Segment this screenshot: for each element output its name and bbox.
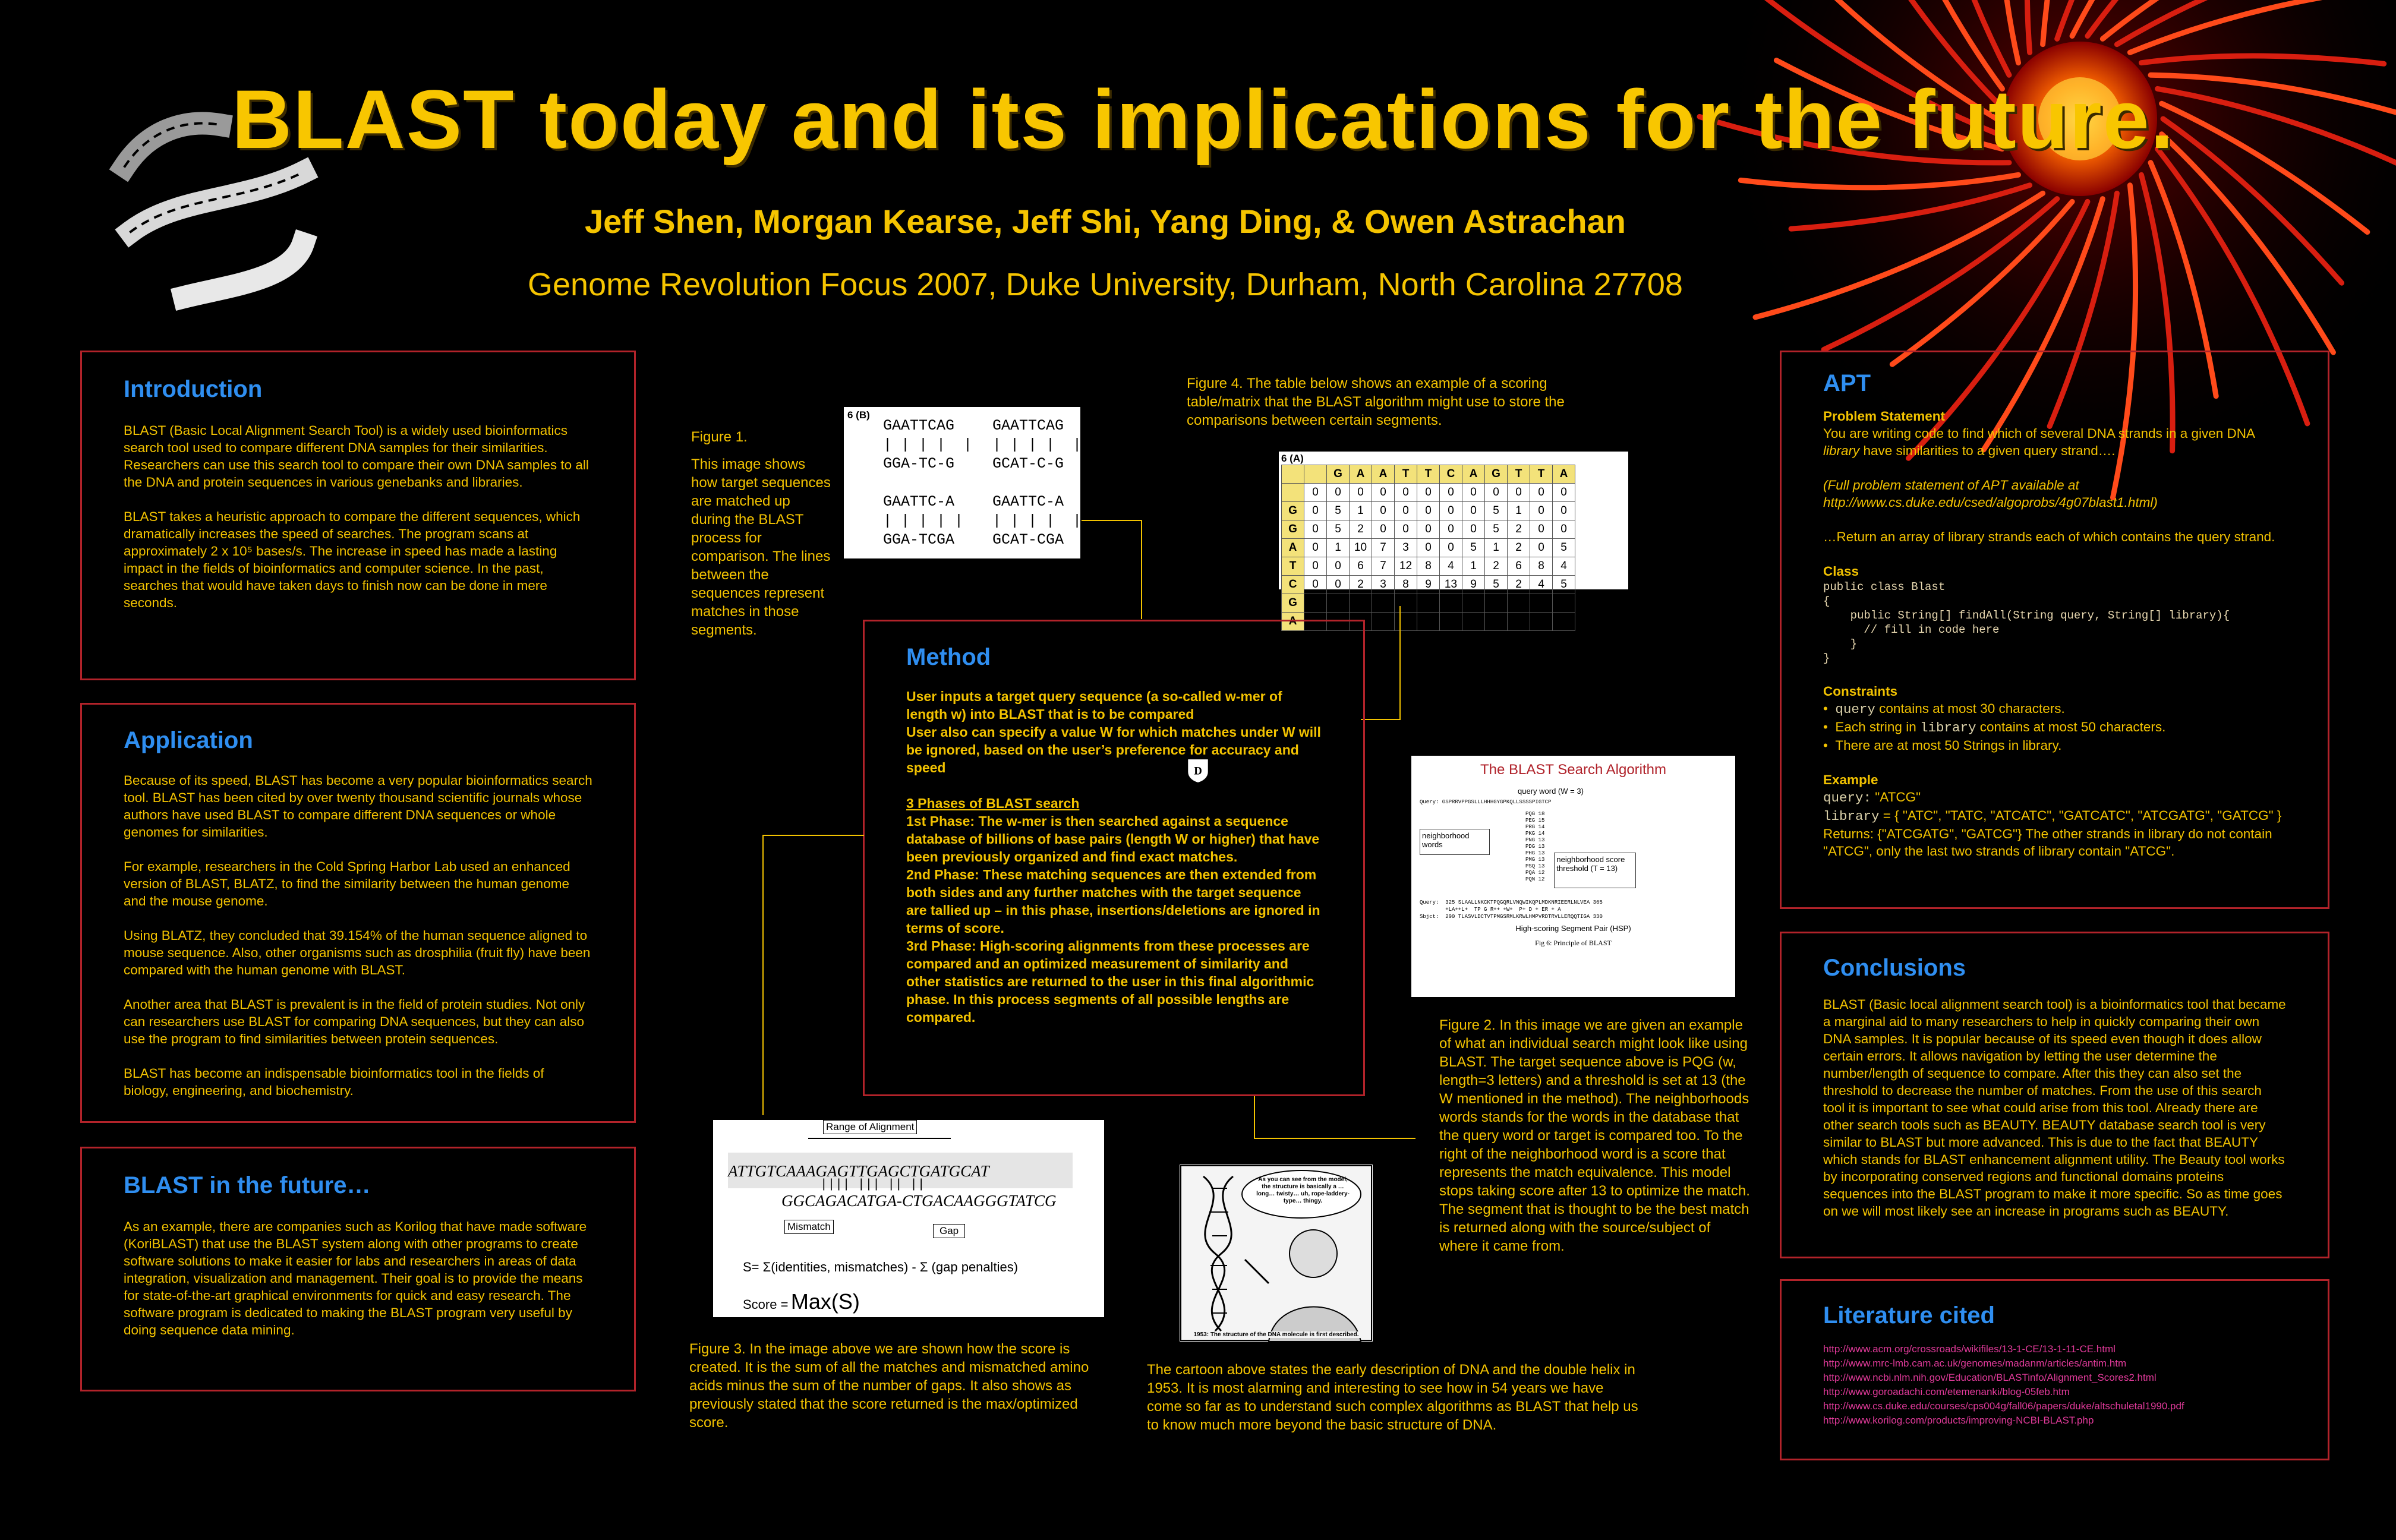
matrix-cell: 5 <box>1417 594 1440 613</box>
matrix-cell: 0 <box>1395 520 1417 539</box>
example-library <box>1823 807 2286 825</box>
matrix-cell: 3 <box>1395 539 1417 557</box>
matrix-cell: 0 <box>1304 613 1327 631</box>
apt-panel <box>1780 351 2329 909</box>
example-library-code: library <box>1823 809 1880 824</box>
score-label: Score = <box>743 1297 789 1312</box>
literature-list <box>1823 1342 2286 1428</box>
matrix-cell: 11 <box>1508 613 1530 631</box>
constraint-1-code: query <box>1835 702 1875 717</box>
problem-statement-text <box>1823 425 2286 459</box>
figure1-connector-stub <box>1082 520 1099 521</box>
matrix-cell: 0 <box>1417 520 1440 539</box>
literature-link[interactable]: http://www.acm.org/crossroads/wikifiles/13-1-CE/13-1-11-CE.html <box>1823 1343 2116 1355</box>
literature-link[interactable]: http://www.ncbi.nlm.nih.gov/Education/BLASTinfo/Alignment_Scores2.html <box>1823 1372 2157 1383</box>
hsp-label: High-scoring Segment Pair (HSP) <box>1515 924 1631 933</box>
matrix-cell: 2 <box>1553 594 1575 613</box>
figure3-match-bars: |||| ||| || || <box>820 1178 925 1192</box>
matrix-cell: 0 <box>1395 502 1417 520</box>
intro-paragraph-3: seconds. <box>124 595 178 610</box>
svg-text:D: D <box>1194 765 1202 778</box>
figure4-panel-label: 6 (A) <box>1281 453 1304 464</box>
matrix-cell: 0 <box>1304 594 1327 613</box>
neighborhood-word-list <box>1525 811 1544 888</box>
intro-paragraph-2: BLAST takes a heuristic approach to compare the different sequences, which dramatically increases the speed of searches. The program scans at approximately 2 x 10⁵ bases/s. The increase in speed has made a lasting impact in the fields of bioinformatics and computer science. In the past, searches that would have taken days to finish now can be done in mere <box>124 509 581 593</box>
phase-1: 1st Phase: The w-mer is then searched against a sequence database of billions of base pairs (length W or higher) that have been previously organized and find exact matches. <box>906 813 1320 864</box>
matrix-cell: 1 <box>1327 613 1350 631</box>
matrix-cell: 0 <box>1485 484 1508 502</box>
literature-link[interactable]: http://www.korilog.com/products/improving-NCBI-BLAST.php <box>1823 1415 2094 1426</box>
neighborhood-word: PDG 13 <box>1525 844 1545 850</box>
matrix-cell: 10 <box>1485 613 1508 631</box>
method-to-figure3-connector <box>762 835 864 1115</box>
matrix-cell: 5 <box>1327 502 1350 520</box>
matrix-cell: 0 <box>1304 520 1327 539</box>
affiliation: Genome Revolution Focus 2007, Duke University, Durham, North Carolina 27708 <box>528 267 1683 302</box>
mismatch-label: Mismatch <box>784 1220 834 1234</box>
figure1-right-alignment: GAATTCAG | | | | | GCAT-C-G GAATTC-A | | | | | GCAT-CGA <box>992 417 1082 548</box>
matrix-cell: 13 <box>1440 576 1462 594</box>
figure4-caption: Figure 4. The table below shows an example of a scoring table/matrix that the BLAST algorithm might use to store the comparisons between certain segments. <box>1187 375 1565 428</box>
score-formula: S= Σ(identities, mismatches) - Σ (gap penalties) <box>743 1260 1019 1274</box>
example-returns: Returns: {"ATCGATG", "GATCG"} The other strands in library do not contain "ATCG", only the last two strands of library contain "ATCG". <box>1823 826 2272 859</box>
matrix-cell: 0 <box>1440 520 1462 539</box>
matrix-cell: 0 <box>1553 502 1575 520</box>
intro-paragraph-1: BLAST (Basic Local Alignment Search Tool) is a widely used bioinformatics search tool used to compare different DNA samples for their similarities. Researchers can use this search tool to compare their own DNA samples to all the DNA and protein sequences in various genebanks and libraries. <box>124 423 589 490</box>
figure1-connector <box>1099 520 1142 619</box>
matrix-cell: 5 <box>1462 539 1485 557</box>
matrix-cell: 5 <box>1440 613 1462 631</box>
application-heading: Application <box>124 727 253 753</box>
problem-text-part-a: You are writing code to find which of several DNA strands in a given DNA <box>1823 426 2255 441</box>
matrix-cell: 5 <box>1485 576 1508 594</box>
matrix-cell: 9 <box>1417 576 1440 594</box>
matrix-cell: 1 <box>1485 539 1508 557</box>
matrix-cell: 10 <box>1350 539 1372 557</box>
matrix-cell: 0 <box>1417 539 1440 557</box>
matrix-cell: 0 <box>1553 520 1575 539</box>
gap-label: Gap <box>933 1224 965 1238</box>
introduction-heading: Introduction <box>124 376 263 402</box>
matrix-cell: 9 <box>1462 576 1485 594</box>
matrix-cell: 4 <box>1440 557 1462 576</box>
conclusions-paragraph: BLAST (Basic local alignment search tool) is a bioinformatics tool that became a marginal aid to many researchers to help in quickly comparing their own DNA samples. It is popular because of its speed even though it does allow certain errors. It allows navigation by letting the user determine the number/length of sequence to compare. After this they can also set the threshold to decrease the number of matches. From the use of this search tool it is important to see what could arise from this tool. Already there are other search tools such as BEAUTY. BEAUTY database search tool is very similar to BLAST but more advanced. This is due to the fact that BEAUTY which stands for BLAST enhancement alignment utility. The Beauty tool works by incorporating conserved regions and functional domains proteins sequences into the BLAST program to make it more specific. So as time goes on we will most likely see an increase in programs such as BEAUTY. <box>1823 997 2286 1219</box>
matrix-column-header: A <box>1553 465 1575 484</box>
figure2-fig-note: Fig 6: Principle of BLAST <box>1535 939 1612 947</box>
example-title: Example <box>1823 772 1878 787</box>
constraint-2-code: library <box>1919 720 1976 736</box>
phases-title: 3 Phases of BLAST search <box>906 796 1080 811</box>
matrix-cell: 14 <box>1462 613 1485 631</box>
matrix-cell: 6 <box>1350 557 1372 576</box>
hsp-subject-row: Sbjct: 290 TLASVLDCTVTPMGSRMLKRWLHMPVRDTRVLLERQQTIGA 330 <box>1420 914 1603 920</box>
example-library-value: = { "ATC", "TATC, "ATCATC", "GATCATC", "ATCGATG", "GATCG" } <box>1879 808 2282 823</box>
method-panel <box>863 620 1365 1096</box>
matrix-cell: 2 <box>1395 613 1417 631</box>
matrix-row-header: A <box>1282 613 1304 631</box>
class-title: Class <box>1823 564 1859 579</box>
constraint-1: • query contains at most 30 characters. <box>1823 701 2065 717</box>
matrix-cell: 0 <box>1304 539 1327 557</box>
matrix-cell: 0 <box>1350 484 1372 502</box>
figure1-caption: This image shows how target sequences are matched up during the BLAST process for comparison. The lines between the sequences represent matches in those segments. <box>691 456 831 638</box>
problem-statement-title: Problem Statement <box>1823 409 1946 424</box>
figure1-label: Figure 1. <box>691 429 748 445</box>
literature-link[interactable]: http://www.cs.duke.edu/courses/cps004g/fall06/papers/duke/altschuletal1990.pdf <box>1823 1400 2184 1412</box>
matrix-cell: 5 <box>1327 594 1350 613</box>
neighborhood-word: PNG 13 <box>1525 837 1545 843</box>
matrix-cell: 3 <box>1372 576 1395 594</box>
matrix-cell: 0 <box>1462 520 1485 539</box>
return-description: …Return an array of library strands each of which contains the query strand. <box>1823 529 2275 544</box>
neighborhood-word: PEG 15 <box>1525 818 1545 823</box>
matrix-cell: 0 <box>1327 484 1350 502</box>
matrix-column-header <box>1282 465 1304 484</box>
figure2-blast-algorithm-image <box>1411 756 1735 997</box>
class-code: public class Blast { public String[] findAll(String query, String[] library){ // fill in code here } } <box>1823 580 2230 665</box>
matrix-cell: 8 <box>1417 557 1440 576</box>
hsp-alignment <box>1420 899 1727 920</box>
matrix-column-header: T <box>1530 465 1553 484</box>
matrix-cell: 10 <box>1350 613 1372 631</box>
matrix-cell: 0 <box>1530 520 1553 539</box>
matrix-cell: 6 <box>1530 594 1553 613</box>
matrix-row-header: G <box>1282 520 1304 539</box>
matrix-cell: 0 <box>1327 557 1350 576</box>
example-query <box>1823 788 2286 807</box>
matrix-row-header: C <box>1282 576 1304 594</box>
matrix-cell: 2 <box>1350 576 1372 594</box>
matrix-cell: 0 <box>1395 484 1417 502</box>
matrix-cell: 0 <box>1530 484 1553 502</box>
matrix-cell: 0 <box>1530 539 1553 557</box>
neighborhood-word: PRG 14 <box>1525 824 1545 830</box>
query-sequence: Query: GSPRRVPPGSLLLHHHGYGPKQLLSSSSPIGTCP <box>1420 799 1552 805</box>
range-of-alignment-label: Range of Alignment <box>823 1120 917 1134</box>
duke-shield-icon <box>1186 757 1210 784</box>
matrix-cell: 2 <box>1508 576 1530 594</box>
matrix-row-header: A <box>1282 539 1304 557</box>
figure4-scoring-matrix <box>1279 452 1628 627</box>
matrix-cell: 0 <box>1304 576 1327 594</box>
matrix-cell: 5 <box>1327 520 1350 539</box>
matrix-cell: 2 <box>1508 539 1530 557</box>
matrix-cell: 0 <box>1462 484 1485 502</box>
matrix-cell: 0 <box>1327 576 1350 594</box>
figure2-image-title: The BLAST Search Algorithm <box>1480 762 1667 778</box>
cartoon-caption: The cartoon above states the early description of DNA and the double helix in 1953. It is most alarming and interesting to see how in 54 years we have come so far as to understand such complex algorithms as BLAST that help us to know much more beyond the basic structure of DNA. <box>1147 1362 1638 1433</box>
figure1-panel-label: 6 (B) <box>847 409 870 421</box>
matrix-cell: 7 <box>1530 613 1553 631</box>
conclusions-panel <box>1780 932 2329 1258</box>
matrix-row-header: T <box>1282 557 1304 576</box>
matrix-cell: 6 <box>1508 557 1530 576</box>
matrix-cell: 0 <box>1530 502 1553 520</box>
constraint-2: • Each string in library contains at most 50 characters. <box>1823 719 2166 736</box>
literature-link[interactable]: http://www.goroadachi.com/etemenanki/blog-05feb.htm <box>1823 1386 2070 1397</box>
matrix-cell: 1 <box>1508 502 1530 520</box>
literature-link[interactable]: http://www.mrc-lmb.cam.ac.uk/genomes/madanm/articles/antim.htm <box>1823 1358 2127 1369</box>
matrix-cell: 1 <box>1462 557 1485 576</box>
conclusions-heading: Conclusions <box>1823 955 1966 981</box>
example-query-code: query: <box>1823 790 1872 806</box>
matrix-cell: 7 <box>1372 557 1395 576</box>
matrix-cell: 2 <box>1485 557 1508 576</box>
matrix-cell: 0 <box>1417 484 1440 502</box>
matrix-cell: 5 <box>1485 520 1508 539</box>
matrix-cell: 8 <box>1530 557 1553 576</box>
figure3-caption: Figure 3. In the image above we are shown how the score is created. It is the sum of all the matches and mismatched amino acids minus the sum of the number of gaps. It also shows as previously stated that the score returned is the max/optimized score. <box>689 1341 1089 1431</box>
matrix-column-header: A <box>1350 465 1372 484</box>
application-panel <box>80 703 636 1123</box>
matrix-cell: 8 <box>1395 576 1417 594</box>
future-heading: BLAST in the future… <box>124 1172 371 1198</box>
matrix-cell: 9 <box>1440 594 1462 613</box>
matrix-column-header: C <box>1440 465 1462 484</box>
figure2-caption: Figure 2. In this image we are given an example of what an individual search might look like using BLAST. The target sequence above is PQG (w, length=3 letters) and a threshold is set at 13 (the W mentioned in the method). The neighborhoods words stands for the words in the database that the query word or target is compared too. To the right of the neighborhood word is a score that represents the match equivalence. This model stops taking score after 13 to optimize the match. The segment that is thought to be the best match is returned along with the source/subject of where it came from. <box>1439 1017 1750 1254</box>
matrix-column-header <box>1304 465 1327 484</box>
matrix-cell: 0 <box>1372 502 1395 520</box>
score-threshold-label: neighborhood score threshold (T = 13) <box>1554 853 1636 888</box>
matrix-cell: 12 <box>1395 557 1417 576</box>
poster-title: BLAST today and its implications for the future. <box>232 72 2175 166</box>
matrix-cell: 4 <box>1530 576 1553 594</box>
method-step-2: User also can specify a value W for which matches under W will be ignored, based on the user’s preference for accuracy and speed <box>906 724 1321 775</box>
hsp-query-row: Query: 325 SLAALLNKCKTPQGQRLVNQWIKQPLMDKNRIEERLNLVEA 365 <box>1420 900 1603 905</box>
matrix-cell: 1 <box>1350 594 1372 613</box>
matrix-column-header: A <box>1372 465 1395 484</box>
matrix-cell: 1 <box>1417 613 1440 631</box>
cartoon-bottom-caption: 1953: The structure of the DNA molecule is first described. <box>1186 1331 1367 1338</box>
matrix-cell: 5 <box>1485 502 1508 520</box>
application-paragraph-1: Because of its speed, BLAST has become a very popular bioinformatics search tool. BLAST has been cited by over twenty thousand scientific journals whose authors have used BLAST to compare different DNA sequences or whole genomes for similarities. <box>124 773 592 840</box>
full-statement-link[interactable]: (Full problem statement of APT available at http://www.cs.duke.edu/csed/algoprobs/4g07blast1.html) <box>1823 478 2158 510</box>
matrix-cell: 0 <box>1508 484 1530 502</box>
matrix-column-header: A <box>1462 465 1485 484</box>
neighborhood-words-label: neighborhood words <box>1420 829 1490 855</box>
matrix-cell: 0 <box>1462 502 1485 520</box>
matrix-row-header: G <box>1282 502 1304 520</box>
method-to-figure2-connector <box>1254 1096 1415 1139</box>
matrix-cell: 0 <box>1440 484 1462 502</box>
figure4-connector <box>1361 606 1401 720</box>
neighborhood-word: PQN 12 <box>1525 876 1545 882</box>
problem-text-emphasis: library <box>1823 443 1860 458</box>
matrix-cell: 1 <box>1350 502 1372 520</box>
matrix-cell: 0 <box>1417 502 1440 520</box>
matrix-row-header <box>1282 484 1304 502</box>
application-paragraph-4: Another area that BLAST is prevalent is in the field of protein studies. Not only can researchers use BLAST for comparing DNA sequences, but they can also use the program to find similarities between protein sequences. <box>124 997 585 1046</box>
constraints-title: Constraints <box>1823 684 1898 699</box>
dna-cartoon-image <box>1180 1165 1373 1342</box>
figure3-sequence-2: GGCAGACATGA-CTGACAAGGGTATCG <box>781 1192 1057 1210</box>
future-panel <box>80 1147 636 1391</box>
constraint-3-text: There are at most 50 Strings in library. <box>1835 738 2062 753</box>
query-word-label: query word (W = 3) <box>1518 787 1584 796</box>
figure1-sequence-image <box>844 407 1080 558</box>
matrix-cell: 6 <box>1372 613 1395 631</box>
constraint-1-text: contains at most 30 characters. <box>1875 701 2065 716</box>
matrix-column-header: G <box>1327 465 1350 484</box>
matrix-cell: 2 <box>1508 520 1530 539</box>
application-paragraph-5: BLAST has become an indispensable bioinformatics tool in the fields of biology, engineering, and biochemistry. <box>124 1066 544 1098</box>
neighborhood-word: PKG 14 <box>1525 831 1545 837</box>
matrix-cell: 0 <box>1304 502 1327 520</box>
application-paragraph-3: Using BLATZ, they concluded that 39.154% of the human sequence aligned to mouse sequence. Also, other organisms such as drosphilia (fruit fly) have been compared with the human genome with BLAST. <box>124 928 591 977</box>
constraint-2-text: contains at most 50 characters. <box>1976 719 2166 734</box>
score-value: Max(S) <box>790 1289 860 1314</box>
matrix-row-header: G <box>1282 594 1304 613</box>
neighborhood-word: PMG 13 <box>1525 857 1545 863</box>
author-list: Jeff Shen, Morgan Kearse, Jeff Shi, Yang Ding, & Owen Astrachan <box>585 203 1626 240</box>
figure1-left-alignment: GAATTCAG | | | | | GGA-TC-G GAATTC-A | | | | | GGA-TCGA <box>883 417 973 548</box>
matrix-column-header: G <box>1485 465 1508 484</box>
matrix-column-header: T <box>1395 465 1417 484</box>
matrix-cell: 4 <box>1553 557 1575 576</box>
application-paragraph-2: For example, researchers in the Cold Spring Harbor Lab used an enhanced version of BLAST, BLATZ, to find the similarity between the human genome and the mouse genome. <box>124 859 570 908</box>
constraint-3: • There are at most 50 Strings in library. <box>1823 738 2062 753</box>
matrix-cell: 7 <box>1372 539 1395 557</box>
matrix-cell: 4 <box>1395 594 1417 613</box>
future-paragraph: As an example, there are companies such as Korilog that have made software (KoriBLAST) that use the BLAST system along with other programs to create software solutions to make it easier for labs and researchers in areas of data integration, visualization and management. Their goal is to provide the means for state-of-the-art graphical environments for quick and easy research. The software program is dedicated to making the BLAST program very useful by doing sequence data mining. <box>124 1219 587 1337</box>
figure3-score-image <box>713 1120 1104 1317</box>
matrix-cell: 0 <box>1553 484 1575 502</box>
matrix-cell: 0 <box>1372 594 1395 613</box>
constraint-2-pre: Each string in <box>1835 719 1920 734</box>
problem-text-part-b: have similarities to a given query strand…. <box>1859 443 2116 458</box>
method-step-1: User inputs a target query sequence (a so-called w-mer of length w) into BLAST that is to be compared <box>906 689 1282 722</box>
example-query-value: "ATCG" <box>1871 790 1921 804</box>
apt-heading: APT <box>1823 370 1871 396</box>
hsp-match-row: +LA++L+ TP G R++ +W+ P+ D + ER + A <box>1420 907 1561 913</box>
matrix-cell: 1 <box>1327 539 1350 557</box>
matrix-cell: 0 <box>1304 557 1327 576</box>
matrix-cell: 0 <box>1440 502 1462 520</box>
matrix-cell: 0 <box>1304 484 1327 502</box>
matrix-cell: 14 <box>1485 594 1508 613</box>
matrix-cell: 0 <box>1440 539 1462 557</box>
neighborhood-word: PHG 13 <box>1525 850 1545 856</box>
literature-heading: Literature cited <box>1823 1302 1995 1328</box>
matrix-cell: 5 <box>1553 539 1575 557</box>
method-heading: Method <box>906 644 991 670</box>
figure3-sequence-1: ATTGTCAAAGAGTTGAGCTGATGCAT <box>728 1162 989 1180</box>
matrix-cell: 2 <box>1350 520 1372 539</box>
matrix-cell: 5 <box>1553 576 1575 594</box>
matrix-cell: 10 <box>1508 594 1530 613</box>
matrix-cell: 0 <box>1372 484 1395 502</box>
introduction-panel <box>80 351 636 680</box>
neighborhood-word: PQA 12 <box>1525 870 1545 876</box>
phase-3: 3rd Phase: High-scoring alignments from these processes are compared and an optimized measurement of similarity and other statistics are returned to the user in this final algorithmic phase. In this process segments of all possible lengths are compared. <box>906 938 1314 1025</box>
matrix-column-header: T <box>1508 465 1530 484</box>
matrix-cell: 0 <box>1372 520 1395 539</box>
matrix-cell: 11 <box>1553 613 1575 631</box>
matrix-cell: 10 <box>1462 594 1485 613</box>
scoring-matrix-table <box>1281 465 1575 631</box>
cartoon-speech: As you can see from the model, the structure is basically a …long… twisty… uh, rope-laddery-type… thingy. <box>1256 1176 1350 1204</box>
literature-panel <box>1780 1279 2329 1460</box>
neighborhood-word: PSQ 13 <box>1525 863 1545 869</box>
matrix-column-header: T <box>1417 465 1440 484</box>
phase-2: 2nd Phase: These matching sequences are then extended from both sides and any further matches with the target sequence are tallied up – in this phase, insertions/deletions are ignored in terms of score. <box>906 867 1320 936</box>
neighborhood-word: PQG 18 <box>1525 811 1545 817</box>
score-definition <box>743 1289 860 1314</box>
